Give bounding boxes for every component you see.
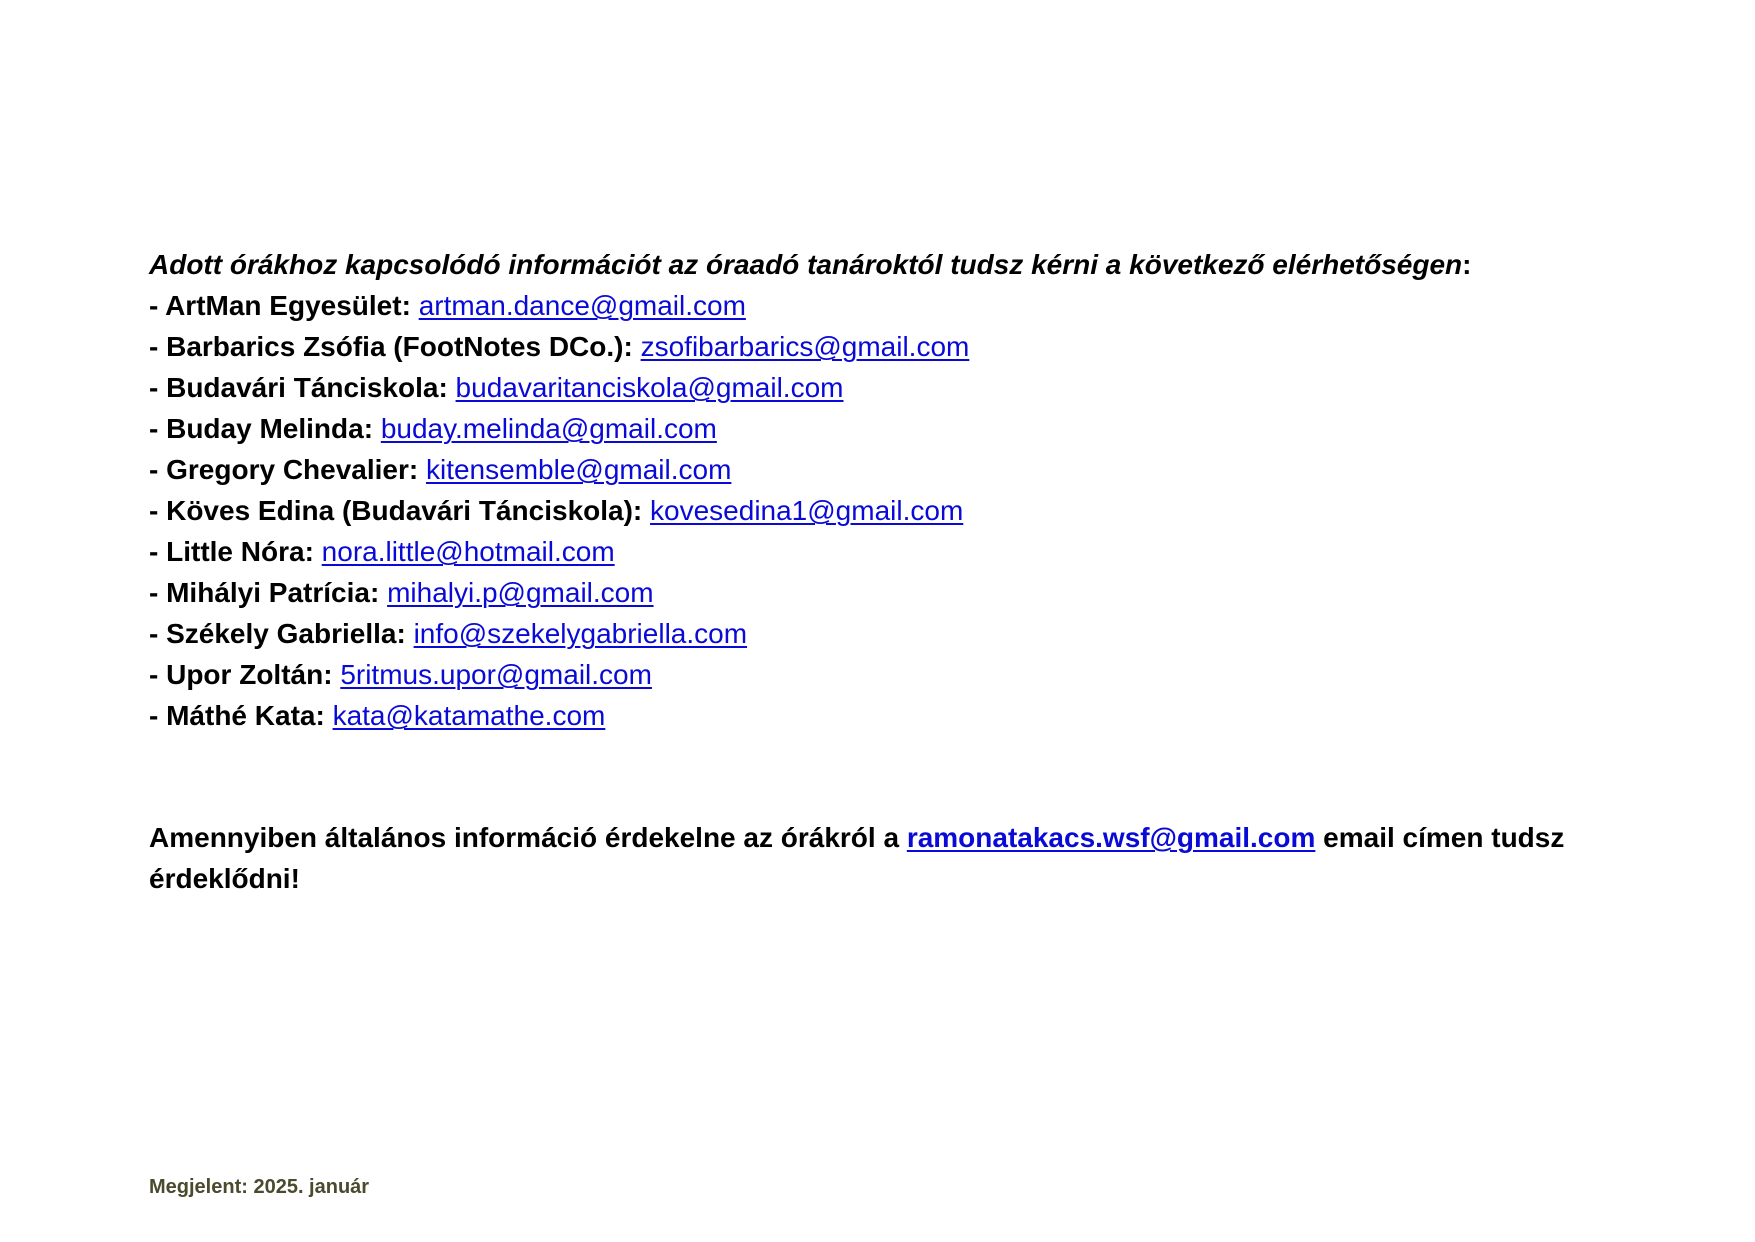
general-info-paragraph [149, 817, 1609, 899]
contact-email-link[interactable]: kovesedina1@gmail.com [650, 495, 964, 526]
contact-name: Mihályi Patrícia: [166, 577, 388, 608]
contact-item-upor [149, 654, 1609, 695]
contact-name: Gregory Chevalier: [166, 454, 426, 485]
contact-dash: - [149, 536, 167, 567]
contact-email-link[interactable]: artman.dance@gmail.com [418, 290, 746, 321]
intro-text [149, 244, 1609, 285]
contact-name: Buday Melinda: [166, 413, 381, 444]
contact-dash: - [149, 413, 167, 444]
contact-email-link[interactable]: info@szekelygabriella.com [413, 618, 748, 649]
contact-item-mihalyi [149, 572, 1609, 613]
document-body [149, 244, 1609, 899]
general-info-tail: email címen tudsz érdeklődni! [149, 822, 1565, 894]
contact-dash: - [149, 454, 167, 485]
general-email-link[interactable]: ramonatakacs.wsf@gmail.com [906, 822, 1316, 853]
intro-colon: : [1462, 249, 1472, 280]
contact-item-koves [149, 490, 1609, 531]
contact-email-link[interactable]: 5ritmus.upor@gmail.com [340, 659, 652, 690]
contact-dash: - [149, 290, 166, 321]
contact-list [149, 285, 1609, 736]
intro-sentence: Adott órákhoz kapcsolódó információt az óraadó tanároktól tudsz kérni a következő elérhetőségen [149, 249, 1463, 280]
contact-dash: - [149, 700, 167, 731]
contact-name: Köves Edina (Budavári Tánciskola): [166, 495, 651, 526]
contact-name: Upor Zoltán: [166, 659, 341, 690]
contact-item-budavari [149, 367, 1609, 408]
contact-email-link[interactable]: zsofibarbarics@gmail.com [640, 331, 970, 362]
contact-dash: - [149, 495, 167, 526]
contact-dash: - [149, 659, 167, 690]
contact-item-artman [149, 285, 1609, 326]
contact-email-link[interactable]: mihalyi.p@gmail.com [387, 577, 654, 608]
contact-name: Székely Gabriella: [166, 618, 414, 649]
contact-name: ArtMan Egyesület: [165, 290, 419, 321]
contact-name: Little Nóra: [166, 536, 322, 567]
contact-dash: - [149, 331, 167, 362]
contact-email-link[interactable]: kata@katamathe.com [332, 700, 606, 731]
contact-email-link[interactable]: buday.melinda@gmail.com [380, 413, 717, 444]
contact-name: Barbarics Zsófia (FootNotes DCo.): [166, 331, 641, 362]
contact-item-szekely [149, 613, 1609, 654]
contact-email-link[interactable]: nora.little@hotmail.com [321, 536, 615, 567]
contact-name: Máthé Kata: [166, 700, 333, 731]
contact-item-barbarics [149, 326, 1609, 367]
contact-name: Budavári Tánciskola: [166, 372, 456, 403]
contact-dash: - [149, 618, 167, 649]
contact-item-little [149, 531, 1609, 572]
contact-item-buday [149, 408, 1609, 449]
contact-item-chevalier [149, 449, 1609, 490]
contact-dash: - [149, 577, 167, 608]
contact-item-mathe [149, 695, 1609, 736]
publication-date: Megjelent: 2025. január [149, 1176, 370, 1198]
general-info-lead: Amennyiben általános információ érdekelne az órákról a [149, 822, 907, 853]
contact-email-link[interactable]: kitensemble@gmail.com [425, 454, 732, 485]
contact-email-link[interactable]: budavaritanciskola@gmail.com [455, 372, 844, 403]
contact-dash: - [149, 372, 167, 403]
